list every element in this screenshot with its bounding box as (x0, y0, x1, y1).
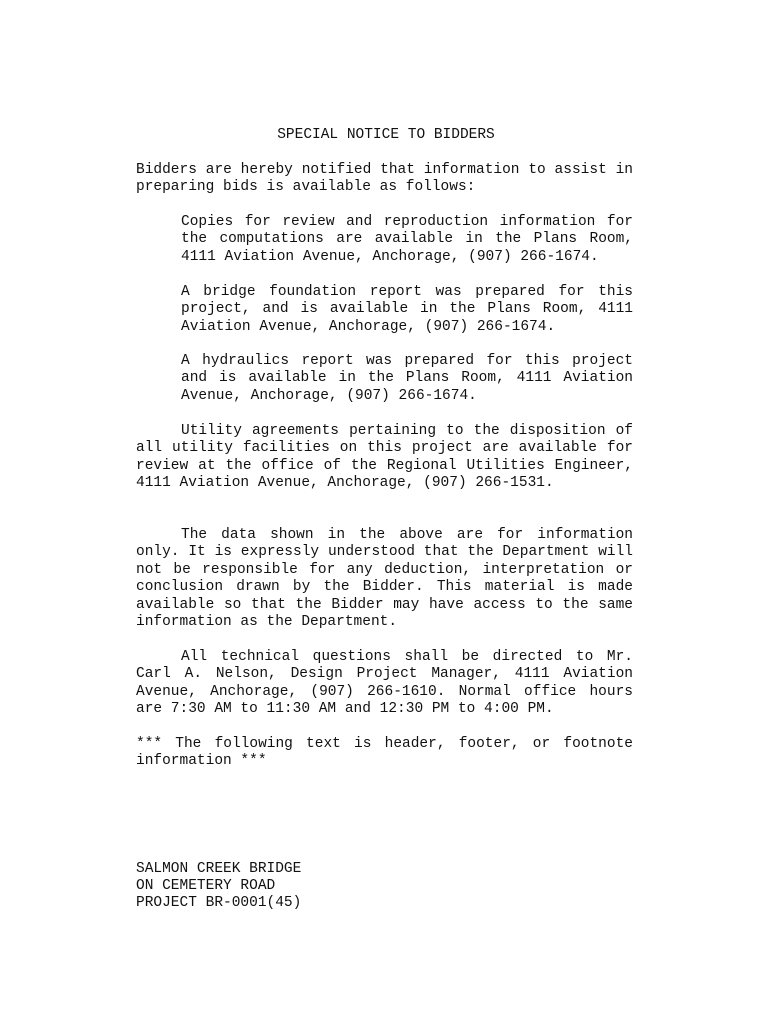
footer-project-number: PROJECT BR-0001(45) (136, 895, 302, 911)
document-page (136, 0, 636, 1024)
document-title: SPECIAL NOTICE TO BIDDERS (277, 127, 495, 143)
footer-project-name: SALMON CREEK BRIDGE (136, 861, 302, 877)
technical-questions-paragraph: All technical questions shall be directed to Mr. Carl A. Nelson, Design Project Manager, 4111 Aviation Avenue, Anchorage, (907) 266-1610. Normal office hours are 7:30 AM to 11:30 AM and 12:30 PM to 4:00 PM. (136, 649, 633, 718)
footer-road-name: ON CEMETERY ROAD (136, 878, 276, 894)
header-footer-notice: *** The following text is header, footer, or footnote information *** (136, 736, 633, 770)
item-computations: Copies for review and reproduction information for the computations are available in the Plans Room, 4111 Aviation Avenue, Anchorage, (907) 266-1674. (181, 214, 633, 265)
utility-agreements-paragraph: Utility agreements pertaining to the disposition of all utility facilities on this project are available for review at the office of the Regional Utilities Engineer, 4111 Aviation Avenue, Anchorage, (907) 266-1531. (136, 423, 633, 492)
data-disclaimer-paragraph: The data shown in the above are for information only. It is expressly understood that the Department will not be responsible for any deduction, interpretation or conclusion drawn by the Bidder. This material is made available so that the Bidder may have access to the same information as the Department. (136, 527, 633, 631)
item-hydraulics-report: A hydraulics report was prepared for this project and is available in the Plans Room, 4111 Aviation Avenue, Anchorage, (907) 266-1674. (181, 353, 633, 404)
item-foundation-report: A bridge foundation report was prepared for this project, and is available in the Plans Room, 4111 Aviation Avenue, Anchorage, (907) 266-1674. (181, 284, 633, 335)
intro-paragraph: Bidders are hereby notified that information to assist in preparing bids is available as follows: (136, 162, 633, 196)
